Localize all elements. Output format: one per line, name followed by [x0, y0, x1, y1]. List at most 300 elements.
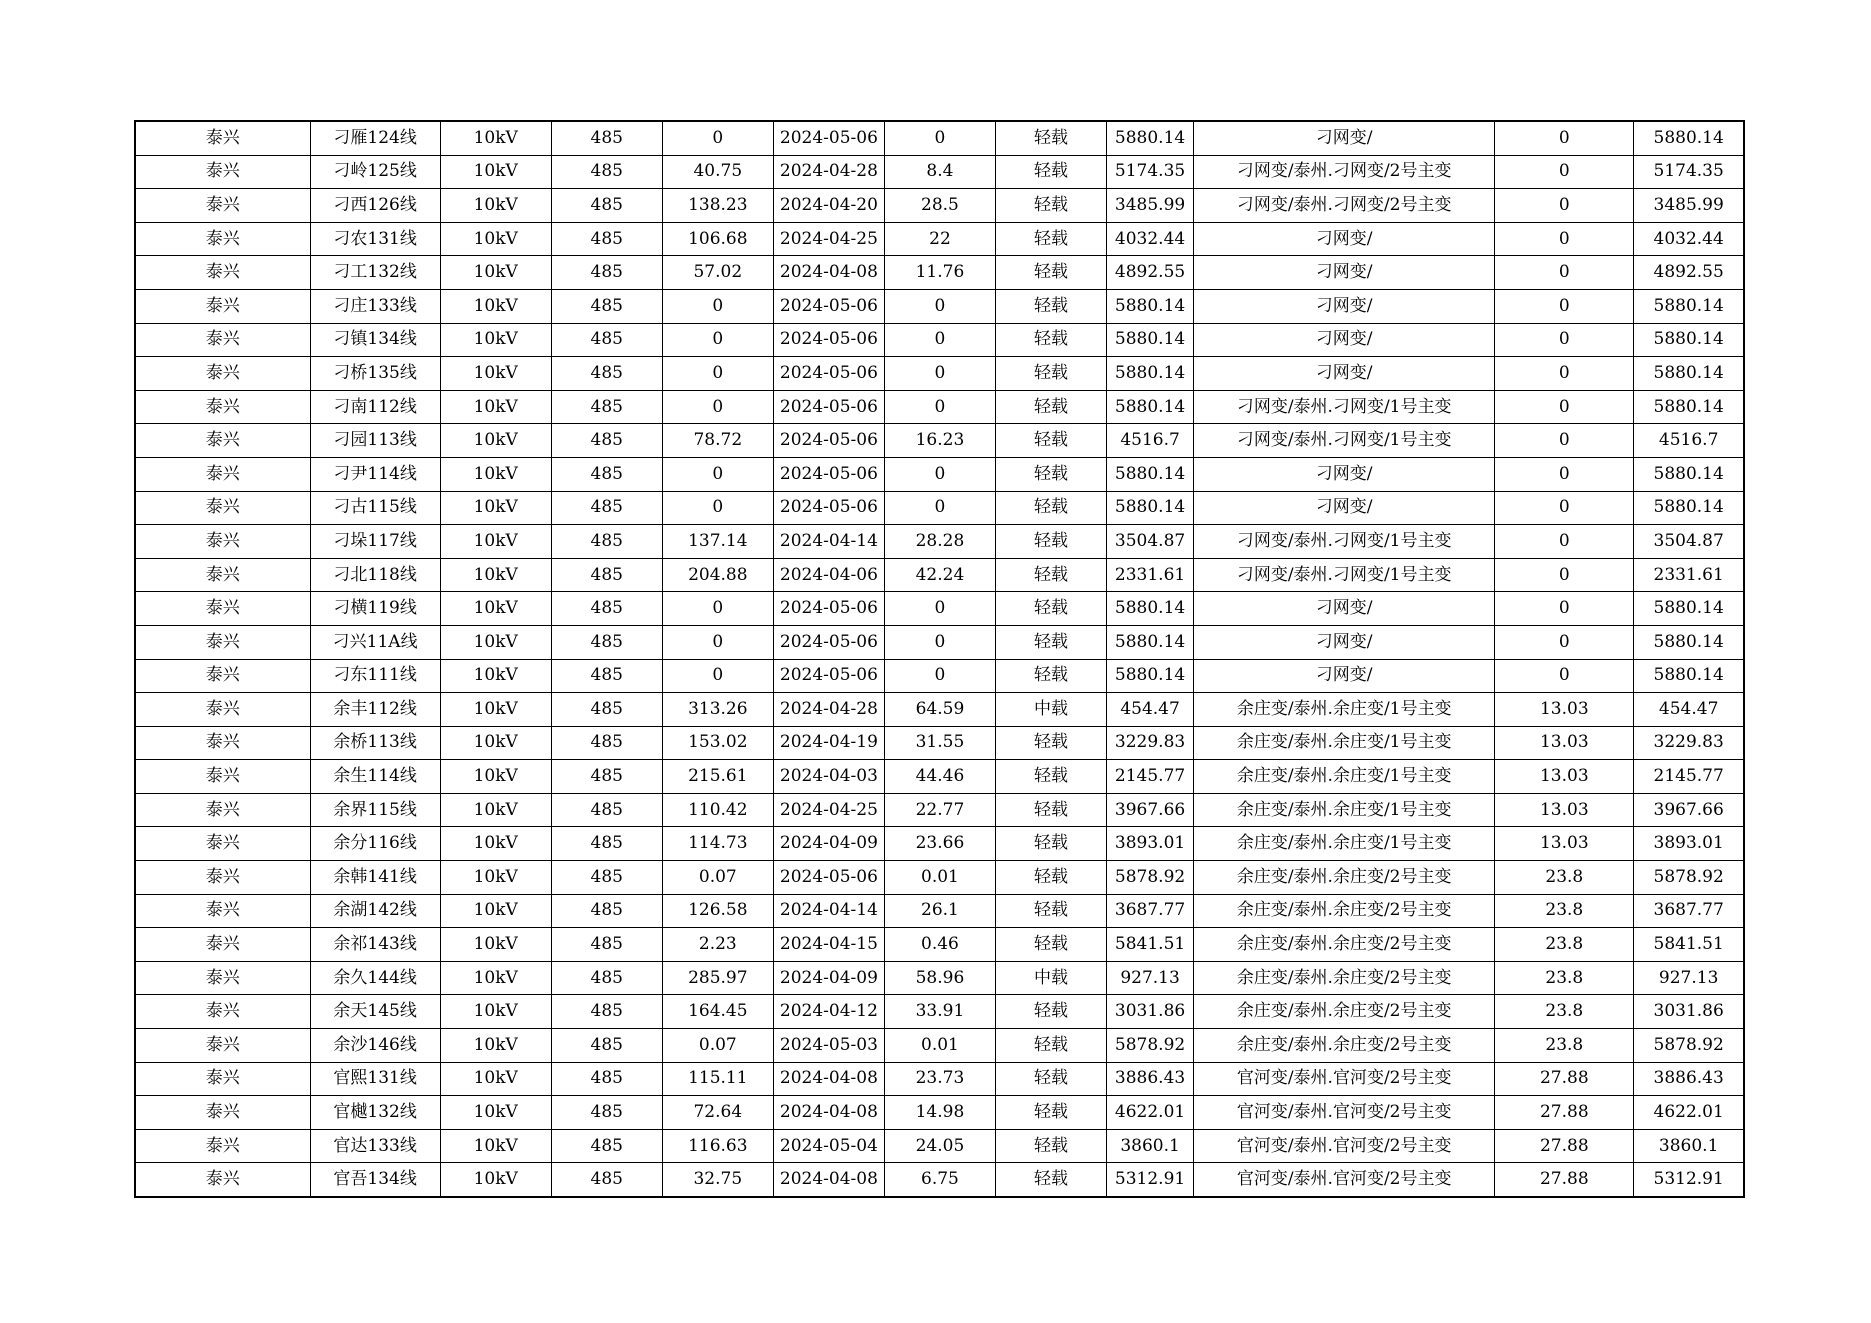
substation-cell: 余庄变/泰州.余庄变/2号主变: [1194, 961, 1495, 995]
capacity-cell: 485: [551, 1029, 662, 1063]
load-rate-cell: 6.75: [884, 1163, 995, 1197]
substation-cell: 刁网变/: [1194, 289, 1495, 323]
available-capacity-cell: 2331.61: [1107, 558, 1194, 592]
date-cell: 2024-04-08: [773, 1062, 884, 1096]
region-cell: 泰兴: [135, 693, 310, 727]
region-cell: 泰兴: [135, 827, 310, 861]
capacity-cell: 485: [551, 995, 662, 1029]
substation-cell: 刁网变/泰州.刁网变/1号主变: [1194, 525, 1495, 559]
table-row: [135, 1129, 1744, 1163]
open-capacity-cell: 5174.35: [1634, 155, 1744, 189]
available-capacity-cell: 5880.14: [1107, 289, 1194, 323]
substation-cell: 余庄变/泰州.余庄变/1号主变: [1194, 793, 1495, 827]
voltage-cell: 10kV: [440, 424, 551, 458]
load-status-cell: 轻载: [995, 827, 1106, 861]
voltage-cell: 10kV: [440, 995, 551, 1029]
substation-cell: 余庄变/泰州.余庄变/2号主变: [1194, 995, 1495, 1029]
voltage-cell: 10kV: [440, 693, 551, 727]
table-row: [135, 222, 1744, 256]
load-rate-cell: 0: [884, 323, 995, 357]
load-cell: 313.26: [662, 693, 773, 727]
table-row: [135, 390, 1744, 424]
voltage-cell: 10kV: [440, 726, 551, 760]
substation-cell: 官河变/泰州.官河变/2号主变: [1194, 1096, 1495, 1130]
available-capacity-cell: 5880.14: [1107, 625, 1194, 659]
available-capacity-cell: 3504.87: [1107, 525, 1194, 559]
line-name-cell: 刁庄133线: [310, 289, 440, 323]
available-capacity-cell: 5312.91: [1107, 1163, 1194, 1197]
load-status-cell: 轻载: [995, 894, 1106, 928]
load-cell: 0: [662, 592, 773, 626]
load-rate-cell: 0: [884, 592, 995, 626]
main-transformer-load-cell: 0: [1495, 457, 1634, 491]
substation-cell: 余庄变/泰州.余庄变/2号主变: [1194, 928, 1495, 962]
load-rate-cell: 24.05: [884, 1129, 995, 1163]
main-transformer-load-cell: 13.03: [1495, 793, 1634, 827]
date-cell: 2024-05-06: [773, 659, 884, 693]
open-capacity-cell: 3687.77: [1634, 894, 1744, 928]
load-status-cell: 轻载: [995, 726, 1106, 760]
table-row: [135, 760, 1744, 794]
date-cell: 2024-04-25: [773, 793, 884, 827]
load-cell: 0: [662, 491, 773, 525]
voltage-cell: 10kV: [440, 457, 551, 491]
open-capacity-cell: 3886.43: [1634, 1062, 1744, 1096]
capacity-cell: 485: [551, 793, 662, 827]
voltage-cell: 10kV: [440, 323, 551, 357]
main-transformer-load-cell: 0: [1495, 189, 1634, 223]
capacity-cell: 485: [551, 256, 662, 290]
open-capacity-cell: 5880.14: [1634, 390, 1744, 424]
voltage-cell: 10kV: [440, 155, 551, 189]
load-cell: 0: [662, 121, 773, 155]
open-capacity-cell: 5880.14: [1634, 357, 1744, 391]
region-cell: 泰兴: [135, 525, 310, 559]
voltage-cell: 10kV: [440, 592, 551, 626]
region-cell: 泰兴: [135, 558, 310, 592]
load-rate-cell: 0.46: [884, 928, 995, 962]
table-row: [135, 121, 1744, 155]
voltage-cell: 10kV: [440, 961, 551, 995]
available-capacity-cell: 3967.66: [1107, 793, 1194, 827]
substation-cell: 余庄变/泰州.余庄变/1号主变: [1194, 726, 1495, 760]
voltage-cell: 10kV: [440, 390, 551, 424]
open-capacity-cell: 5312.91: [1634, 1163, 1744, 1197]
capacity-cell: 485: [551, 289, 662, 323]
region-cell: 泰兴: [135, 491, 310, 525]
region-cell: 泰兴: [135, 625, 310, 659]
substation-cell: 刁网变/: [1194, 256, 1495, 290]
main-transformer-load-cell: 0: [1495, 289, 1634, 323]
available-capacity-cell: 5880.14: [1107, 390, 1194, 424]
line-name-cell: 刁西126线: [310, 189, 440, 223]
load-rate-cell: 58.96: [884, 961, 995, 995]
capacity-cell: 485: [551, 1096, 662, 1130]
load-rate-cell: 16.23: [884, 424, 995, 458]
date-cell: 2024-04-25: [773, 222, 884, 256]
load-status-cell: 轻载: [995, 1129, 1106, 1163]
capacity-cell: 485: [551, 558, 662, 592]
substation-cell: 余庄变/泰州.余庄变/2号主变: [1194, 861, 1495, 895]
substation-cell: 官河变/泰州.官河变/2号主变: [1194, 1062, 1495, 1096]
available-capacity-cell: 454.47: [1107, 693, 1194, 727]
load-status-cell: 轻载: [995, 256, 1106, 290]
capacity-cell: 485: [551, 525, 662, 559]
load-rate-cell: 0: [884, 457, 995, 491]
data-table: [134, 120, 1745, 1198]
main-transformer-load-cell: 23.8: [1495, 928, 1634, 962]
available-capacity-cell: 3031.86: [1107, 995, 1194, 1029]
open-capacity-cell: 4032.44: [1634, 222, 1744, 256]
region-cell: 泰兴: [135, 995, 310, 1029]
table-row: [135, 189, 1744, 223]
available-capacity-cell: 5878.92: [1107, 861, 1194, 895]
substation-cell: 余庄变/泰州.余庄变/1号主变: [1194, 693, 1495, 727]
load-status-cell: 轻载: [995, 592, 1106, 626]
load-cell: 114.73: [662, 827, 773, 861]
main-transformer-load-cell: 13.03: [1495, 693, 1634, 727]
load-rate-cell: 0.01: [884, 1029, 995, 1063]
capacity-cell: 485: [551, 323, 662, 357]
voltage-cell: 10kV: [440, 1096, 551, 1130]
capacity-cell: 485: [551, 1129, 662, 1163]
load-status-cell: 轻载: [995, 357, 1106, 391]
main-transformer-load-cell: 23.8: [1495, 995, 1634, 1029]
load-rate-cell: 22.77: [884, 793, 995, 827]
load-status-cell: 轻载: [995, 424, 1106, 458]
date-cell: 2024-04-08: [773, 1096, 884, 1130]
load-cell: 204.88: [662, 558, 773, 592]
capacity-cell: 485: [551, 357, 662, 391]
open-capacity-cell: 5880.14: [1634, 625, 1744, 659]
voltage-cell: 10kV: [440, 1163, 551, 1197]
region-cell: 泰兴: [135, 1062, 310, 1096]
region-cell: 泰兴: [135, 760, 310, 794]
available-capacity-cell: 4622.01: [1107, 1096, 1194, 1130]
voltage-cell: 10kV: [440, 357, 551, 391]
open-capacity-cell: 3229.83: [1634, 726, 1744, 760]
line-name-cell: 刁镇134线: [310, 323, 440, 357]
load-status-cell: 轻载: [995, 390, 1106, 424]
open-capacity-cell: 3504.87: [1634, 525, 1744, 559]
load-rate-cell: 44.46: [884, 760, 995, 794]
open-capacity-cell: 4622.01: [1634, 1096, 1744, 1130]
load-rate-cell: 26.1: [884, 894, 995, 928]
main-transformer-load-cell: 0: [1495, 424, 1634, 458]
open-capacity-cell: 5880.14: [1634, 289, 1744, 323]
date-cell: 2024-05-06: [773, 289, 884, 323]
open-capacity-cell: 5878.92: [1634, 861, 1744, 895]
available-capacity-cell: 4516.7: [1107, 424, 1194, 458]
available-capacity-cell: 3687.77: [1107, 894, 1194, 928]
load-status-cell: 轻载: [995, 323, 1106, 357]
region-cell: 泰兴: [135, 894, 310, 928]
open-capacity-cell: 5880.14: [1634, 457, 1744, 491]
line-name-cell: 刁垛117线: [310, 525, 440, 559]
substation-cell: 刁网变/泰州.刁网变/1号主变: [1194, 558, 1495, 592]
line-name-cell: 刁尹114线: [310, 457, 440, 491]
load-status-cell: 轻载: [995, 625, 1106, 659]
line-name-cell: 余祁143线: [310, 928, 440, 962]
region-cell: 泰兴: [135, 592, 310, 626]
load-rate-cell: 0: [884, 390, 995, 424]
load-status-cell: 轻载: [995, 155, 1106, 189]
line-name-cell: 余韩141线: [310, 861, 440, 895]
load-status-cell: 中载: [995, 693, 1106, 727]
main-transformer-load-cell: 13.03: [1495, 760, 1634, 794]
load-cell: 57.02: [662, 256, 773, 290]
date-cell: 2024-04-15: [773, 928, 884, 962]
voltage-cell: 10kV: [440, 256, 551, 290]
date-cell: 2024-04-03: [773, 760, 884, 794]
substation-cell: 刁网变/: [1194, 592, 1495, 626]
substation-cell: 余庄变/泰州.余庄变/2号主变: [1194, 894, 1495, 928]
line-name-cell: 刁古115线: [310, 491, 440, 525]
load-status-cell: 轻载: [995, 491, 1106, 525]
substation-cell: 刁网变/: [1194, 121, 1495, 155]
table-row: [135, 1096, 1744, 1130]
substation-cell: 刁网变/泰州.刁网变/1号主变: [1194, 424, 1495, 458]
load-rate-cell: 28.5: [884, 189, 995, 223]
date-cell: 2024-05-06: [773, 491, 884, 525]
date-cell: 2024-04-12: [773, 995, 884, 1029]
load-cell: 115.11: [662, 1062, 773, 1096]
voltage-cell: 10kV: [440, 659, 551, 693]
main-transformer-load-cell: 0: [1495, 256, 1634, 290]
region-cell: 泰兴: [135, 323, 310, 357]
load-cell: 0.07: [662, 861, 773, 895]
line-name-cell: 官熙131线: [310, 1062, 440, 1096]
load-cell: 153.02: [662, 726, 773, 760]
line-name-cell: 刁岭125线: [310, 155, 440, 189]
main-transformer-load-cell: 0: [1495, 491, 1634, 525]
load-rate-cell: 22: [884, 222, 995, 256]
available-capacity-cell: 3485.99: [1107, 189, 1194, 223]
available-capacity-cell: 5880.14: [1107, 457, 1194, 491]
capacity-cell: 485: [551, 693, 662, 727]
table-row: [135, 793, 1744, 827]
region-cell: 泰兴: [135, 961, 310, 995]
open-capacity-cell: 4516.7: [1634, 424, 1744, 458]
region-cell: 泰兴: [135, 121, 310, 155]
load-status-cell: 轻载: [995, 222, 1106, 256]
load-rate-cell: 0: [884, 659, 995, 693]
load-status-cell: 轻载: [995, 1029, 1106, 1063]
load-status-cell: 轻载: [995, 1096, 1106, 1130]
open-capacity-cell: 5880.14: [1634, 121, 1744, 155]
line-name-cell: 刁南112线: [310, 390, 440, 424]
table-row: [135, 592, 1744, 626]
region-cell: 泰兴: [135, 1029, 310, 1063]
region-cell: 泰兴: [135, 457, 310, 491]
main-transformer-load-cell: 13.03: [1495, 726, 1634, 760]
available-capacity-cell: 3893.01: [1107, 827, 1194, 861]
date-cell: 2024-05-06: [773, 861, 884, 895]
region-cell: 泰兴: [135, 861, 310, 895]
line-name-cell: 官达133线: [310, 1129, 440, 1163]
date-cell: 2024-04-09: [773, 827, 884, 861]
line-name-cell: 余沙146线: [310, 1029, 440, 1063]
load-rate-cell: 23.73: [884, 1062, 995, 1096]
open-capacity-cell: 5880.14: [1634, 491, 1744, 525]
load-rate-cell: 0: [884, 357, 995, 391]
substation-cell: 余庄变/泰州.余庄变/1号主变: [1194, 760, 1495, 794]
main-transformer-load-cell: 0: [1495, 525, 1634, 559]
line-name-cell: 余分116线: [310, 827, 440, 861]
voltage-cell: 10kV: [440, 189, 551, 223]
main-transformer-load-cell: 0: [1495, 323, 1634, 357]
load-cell: 0.07: [662, 1029, 773, 1063]
available-capacity-cell: 5880.14: [1107, 592, 1194, 626]
main-transformer-load-cell: 27.88: [1495, 1096, 1634, 1130]
table-row: [135, 961, 1744, 995]
main-transformer-load-cell: 0: [1495, 625, 1634, 659]
main-transformer-load-cell: 23.8: [1495, 861, 1634, 895]
load-rate-cell: 0: [884, 491, 995, 525]
date-cell: 2024-05-06: [773, 390, 884, 424]
available-capacity-cell: 4032.44: [1107, 222, 1194, 256]
line-name-cell: 官樾132线: [310, 1096, 440, 1130]
voltage-cell: 10kV: [440, 1129, 551, 1163]
line-name-cell: 刁东111线: [310, 659, 440, 693]
substation-cell: 刁网变/: [1194, 625, 1495, 659]
load-rate-cell: 14.98: [884, 1096, 995, 1130]
capacity-cell: 485: [551, 491, 662, 525]
open-capacity-cell: 454.47: [1634, 693, 1744, 727]
region-cell: 泰兴: [135, 189, 310, 223]
line-name-cell: 余桥113线: [310, 726, 440, 760]
line-name-cell: 余丰112线: [310, 693, 440, 727]
capacity-cell: 485: [551, 189, 662, 223]
line-name-cell: 刁桥135线: [310, 357, 440, 391]
open-capacity-cell: 2331.61: [1634, 558, 1744, 592]
open-capacity-cell: 3860.1: [1634, 1129, 1744, 1163]
substation-cell: 刁网变/泰州.刁网变/2号主变: [1194, 155, 1495, 189]
capacity-cell: 485: [551, 894, 662, 928]
main-transformer-load-cell: 0: [1495, 390, 1634, 424]
load-status-cell: 轻载: [995, 861, 1106, 895]
table-row: [135, 928, 1744, 962]
load-cell: 0: [662, 625, 773, 659]
open-capacity-cell: 5841.51: [1634, 928, 1744, 962]
region-cell: 泰兴: [135, 659, 310, 693]
voltage-cell: 10kV: [440, 121, 551, 155]
region-cell: 泰兴: [135, 928, 310, 962]
open-capacity-cell: 3893.01: [1634, 827, 1744, 861]
main-transformer-load-cell: 13.03: [1495, 827, 1634, 861]
table-row: [135, 827, 1744, 861]
date-cell: 2024-04-28: [773, 155, 884, 189]
table-row: [135, 894, 1744, 928]
voltage-cell: 10kV: [440, 625, 551, 659]
date-cell: 2024-04-14: [773, 894, 884, 928]
table-row: [135, 625, 1744, 659]
substation-cell: 刁网变/泰州.刁网变/2号主变: [1194, 189, 1495, 223]
table-row: [135, 491, 1744, 525]
capacity-cell: 485: [551, 457, 662, 491]
main-transformer-load-cell: 23.8: [1495, 894, 1634, 928]
main-transformer-load-cell: 0: [1495, 222, 1634, 256]
capacity-cell: 485: [551, 827, 662, 861]
region-cell: 泰兴: [135, 793, 310, 827]
substation-cell: 刁网变/泰州.刁网变/1号主变: [1194, 390, 1495, 424]
date-cell: 2024-05-06: [773, 424, 884, 458]
region-cell: 泰兴: [135, 222, 310, 256]
load-cell: 126.58: [662, 894, 773, 928]
open-capacity-cell: 5880.14: [1634, 659, 1744, 693]
main-transformer-load-cell: 0: [1495, 659, 1634, 693]
region-cell: 泰兴: [135, 1129, 310, 1163]
region-cell: 泰兴: [135, 424, 310, 458]
table-row: [135, 861, 1744, 895]
open-capacity-cell: 2145.77: [1634, 760, 1744, 794]
available-capacity-cell: 5880.14: [1107, 323, 1194, 357]
voltage-cell: 10kV: [440, 793, 551, 827]
available-capacity-cell: 5880.14: [1107, 659, 1194, 693]
line-name-cell: 刁雁124线: [310, 121, 440, 155]
table-row: [135, 659, 1744, 693]
voltage-cell: 10kV: [440, 222, 551, 256]
load-cell: 32.75: [662, 1163, 773, 1197]
region-cell: 泰兴: [135, 1096, 310, 1130]
line-name-cell: 余久144线: [310, 961, 440, 995]
available-capacity-cell: 927.13: [1107, 961, 1194, 995]
load-status-cell: 轻载: [995, 793, 1106, 827]
load-rate-cell: 23.66: [884, 827, 995, 861]
substation-cell: 刁网变/: [1194, 222, 1495, 256]
load-status-cell: 轻载: [995, 558, 1106, 592]
capacity-cell: 485: [551, 390, 662, 424]
available-capacity-cell: 5880.14: [1107, 357, 1194, 391]
load-rate-cell: 31.55: [884, 726, 995, 760]
load-cell: 285.97: [662, 961, 773, 995]
voltage-cell: 10kV: [440, 1029, 551, 1063]
voltage-cell: 10kV: [440, 861, 551, 895]
load-status-cell: 轻载: [995, 525, 1106, 559]
date-cell: 2024-05-06: [773, 592, 884, 626]
table-row: [135, 357, 1744, 391]
date-cell: 2024-04-08: [773, 256, 884, 290]
date-cell: 2024-04-20: [773, 189, 884, 223]
date-cell: 2024-05-06: [773, 357, 884, 391]
substation-cell: 余庄变/泰州.余庄变/1号主变: [1194, 827, 1495, 861]
load-rate-cell: 8.4: [884, 155, 995, 189]
main-transformer-load-cell: 0: [1495, 592, 1634, 626]
load-cell: 72.64: [662, 1096, 773, 1130]
available-capacity-cell: 2145.77: [1107, 760, 1194, 794]
date-cell: 2024-04-19: [773, 726, 884, 760]
load-cell: 0: [662, 357, 773, 391]
date-cell: 2024-05-06: [773, 323, 884, 357]
available-capacity-cell: 5878.92: [1107, 1029, 1194, 1063]
load-rate-cell: 0: [884, 289, 995, 323]
capacity-cell: 485: [551, 424, 662, 458]
voltage-cell: 10kV: [440, 525, 551, 559]
capacity-cell: 485: [551, 861, 662, 895]
substation-cell: 刁网变/: [1194, 323, 1495, 357]
substation-cell: 刁网变/: [1194, 457, 1495, 491]
substation-cell: 余庄变/泰州.余庄变/2号主变: [1194, 1029, 1495, 1063]
main-transformer-load-cell: 0: [1495, 155, 1634, 189]
open-capacity-cell: 5878.92: [1634, 1029, 1744, 1063]
voltage-cell: 10kV: [440, 827, 551, 861]
table-body: [135, 121, 1744, 1197]
load-cell: 116.63: [662, 1129, 773, 1163]
capacity-cell: 485: [551, 961, 662, 995]
table-row: [135, 256, 1744, 290]
load-rate-cell: 0: [884, 121, 995, 155]
line-name-cell: 余湖142线: [310, 894, 440, 928]
